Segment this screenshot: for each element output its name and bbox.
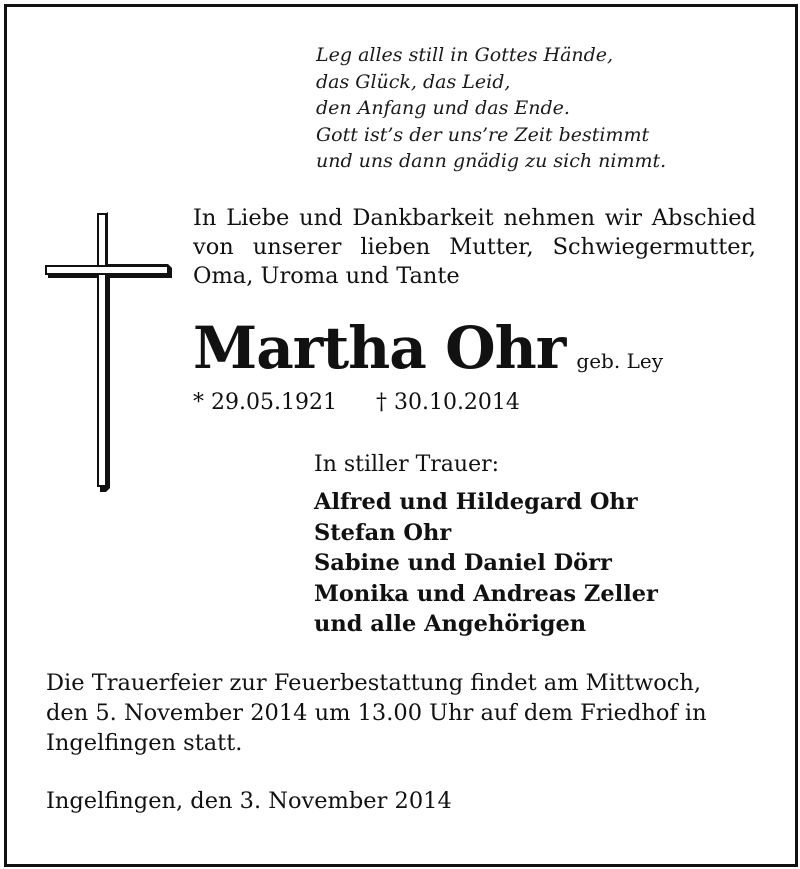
mourner-name: Alfred und Hildegard Ohr: [314, 489, 638, 515]
intro-line: Oma, Uroma und Tante: [193, 263, 460, 289]
death-date: † 30.10.2014: [375, 390, 520, 415]
service-line: Die Trauerfeier zur Feuerbestattung findet am Mittwoch,: [46, 670, 702, 696]
deceased-name-row: [193, 316, 663, 380]
service-info: [46, 668, 707, 758]
poem-line: das Glück, das Leid,: [316, 70, 511, 93]
poem-line: Gott ist’s der uns’re Zeit bestimmt: [316, 123, 650, 146]
service-line: den 5. November 2014 um 13.00 Uhr auf dem Friedhof in: [46, 700, 707, 726]
mourner-name: und alle Angehörigen: [314, 611, 587, 637]
mourners-list: [314, 487, 658, 640]
mourner-name: Sabine und Daniel Dörr: [314, 550, 612, 576]
place-and-date: Ingelfingen, den 3. November 2014: [46, 788, 452, 814]
mourner-name: Stefan Ohr: [314, 519, 452, 546]
intro-text: [193, 204, 756, 291]
poem-line: den Anfang und das Ende.: [316, 97, 570, 119]
poem: [316, 42, 666, 175]
intro-line: In Liebe und Dankbarkeit nehmen wir Abschied: [193, 205, 756, 231]
intro-line: von unserer lieben Mutter, Schwiegermutter,: [193, 234, 756, 260]
deceased-name: Martha Ohr: [193, 314, 566, 382]
cross-icon: [44, 212, 174, 492]
life-dates: [193, 390, 520, 415]
birth-date: * 29.05.1921: [193, 390, 337, 415]
mourner-name: Monika und Andreas Zeller: [314, 580, 658, 607]
maiden-name: geb. Ley: [576, 349, 663, 373]
service-line: Ingelfingen statt.: [46, 730, 243, 756]
mourning-heading: In stiller Trauer:: [314, 452, 500, 477]
poem-line: Leg alles still in Gottes Hände,: [316, 44, 614, 66]
poem-line: und uns dann gnädig zu sich nimmt.: [316, 150, 667, 172]
